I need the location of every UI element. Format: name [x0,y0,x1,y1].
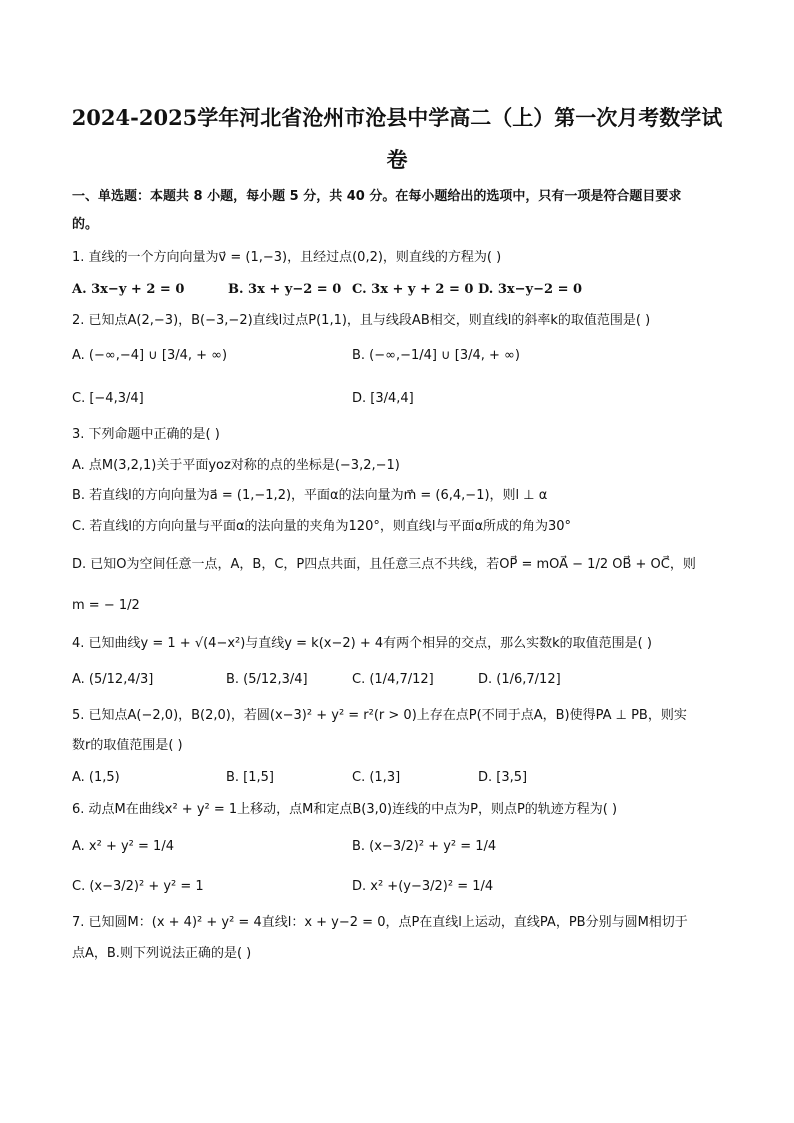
question-3-option-d: D. 已知O为空间任意一点，A，B，C，P四点共面，且任意三点不共线，若OP⃗ = mOA⃗ − 1/2 OB⃗ + OC⃗，则 [72,557,696,572]
question-4-option-c: C. (1/4,7/12] [352,672,434,687]
question-1-option-a: A. 3x−y + 2 = 0 [72,282,185,297]
question-3-stem: 3. 下列命题中正确的是( ) [72,427,220,442]
question-6-option-b: B. (x−3/2)² + y² = 1/4 [352,839,497,854]
question-4-option-b: B. (5/12,3/4] [226,672,308,687]
section-heading-cont: 的。 [72,217,99,232]
question-4-stem: 4. 已知曲线y = 1 + √(4−x²)与直线y = k(x−2) + 4有两个相异的交点，那么实数k的取值范围是( ) [72,636,652,651]
question-5-option-a: A. (1,5) [72,770,120,785]
question-6-option-d: D. x² +(y−3/2)² = 1/4 [352,879,494,894]
question-5-stem-cont: 数r的取值范围是( ) [72,738,183,753]
page-title-line-2: 卷 [386,147,408,172]
question-4-option-d: D. (1/6,7/12] [478,672,561,687]
question-4-option-a: A. (5/12,4/3] [72,672,154,687]
question-3-option-a: A. 点M(3,2,1)关于平面yoz对称的点的坐标是(−3,2,−1) [72,458,400,473]
question-3-option-b: B. 若直线l的方向向量为a⃗ = (1,−1,2)，平面α的法向量为m⃗ = (6,4,−1)，则l ⊥ α [72,488,548,503]
question-2-option-c: C. [−4,3/4] [72,391,144,406]
question-6-option-c: C. (x−3/2)² + y² = 1 [72,879,204,894]
question-1-option-c: C. 3x + y + 2 = 0 [352,282,474,297]
question-1-stem: 1. 直线的一个方向向量为v⃗ = (1,−3)，且经过点(0,2)，则直线的方程为( ) [72,250,502,265]
question-1-option-d: D. 3x−y−2 = 0 [478,282,583,297]
question-7-stem: 7. 已知圆M：(x + 4)² + y² = 4直线l：x + y−2 = 0，点P在直线l上运动，直线PA，PB分别与圆M相切于 [72,915,688,930]
question-5-option-c: C. (1,3] [352,770,401,785]
page-title-line-1: 2024-2025学年河北省沧州市沧县中学高二（上）第一次月考数学试 [71,105,723,130]
question-2-option-a: A. (−∞,−4] ∪ [3/4, + ∞) [72,348,228,363]
question-1-option-b: B. 3x + y−2 = 0 [228,282,342,297]
question-2-option-d: D. [3/4,4] [352,391,414,406]
question-5-option-b: B. [1,5] [226,770,275,785]
question-6-option-a: A. x² + y² = 1/4 [72,839,174,854]
question-6-stem: 6. 动点M在曲线x² + y² = 1上移动，点M和定点B(3,0)连线的中点为P，则点P的轨迹方程为( ) [72,802,618,817]
question-2-stem: 2. 已知点A(2,−3)，B(−3,−2)直线l过点P(1,1)，且与线段AB相交，则直线l的斜率k的取值范围是( ) [72,313,651,328]
question-5-option-d: D. [3,5] [478,770,528,785]
question-7-stem-cont: 点A，B.则下列说法正确的是( ) [72,946,252,961]
section-heading: 一、单选题：本题共 8 小题，每小题 5 分，共 40 分。在每小题给出的选项中，只有一项是符合题目要求 [72,189,682,204]
question-3-option-c: C. 若直线l的方向向量与平面α的法向量的夹角为120°，则直线l与平面α所成的角为30° [72,519,572,534]
question-3-option-d-cont: m = − 1/2 [72,598,140,613]
question-2-option-b: B. (−∞,−1/4] ∪ [3/4, + ∞) [352,348,520,363]
question-5-stem: 5. 已知点A(−2,0)，B(2,0)，若圆(x−3)² + y² = r²(r > 0)上存在点P(不同于点A，B)使得PA ⊥ PB，则实 [72,708,687,723]
